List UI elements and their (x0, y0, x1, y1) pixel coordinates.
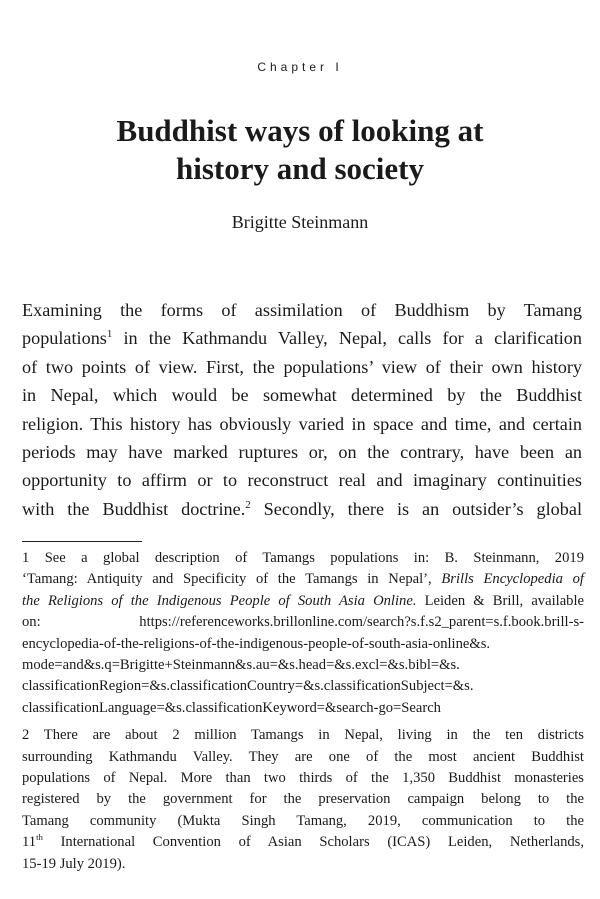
footnote-divider (22, 541, 142, 542)
body-line: in Nepal, which would be somewhat determined by the Buddhist (22, 385, 582, 406)
footnote-line: populations of Nepal. More than two thirds of the 1,350 Buddhist monasteries (22, 770, 584, 787)
footnote-line: 15-19 July 2019). (22, 855, 126, 872)
footnote-line: Tamang community (Mukta Singh Tamang, 2019, communication to the (22, 812, 584, 829)
footnote-url-line[interactable]: on: https://referenceworks.brillonline.com/search?s.f.s2_parent=s.f.book.brill-s- (22, 614, 584, 631)
body-line: of two points of view. First, the populations’ view of their own history (22, 356, 582, 377)
footnotes (22, 548, 584, 875)
footnote-line: 11th International Convention of Asian Scholars (ICAS) Leiden, Netherlands, (22, 832, 584, 851)
footnote-ref-1[interactable]: 1 (106, 328, 113, 341)
footnote-url-line[interactable]: classificationRegion=&s.classificationCountry=&s.classificationSubject=&s. (22, 678, 474, 695)
footnote-line: 2 There are about 2 million Tamangs in Nepal, living in the ten districts (22, 727, 584, 744)
footnote-url-line[interactable]: encyclopedia-of-the-religions-of-the-indigenous-people-of-south-asia-online&s. (22, 635, 491, 652)
footnote-1 (22, 548, 584, 719)
chapter-title (60, 112, 540, 188)
footnote-line: registered by the government for the preservation campaign belong to the (22, 791, 584, 808)
chapter-title-line-1: Buddhist ways of looking at (116, 113, 484, 148)
footnote-line: the Religions of the Indigenous People of South Asia Online. Leiden & Brill, available (22, 592, 584, 609)
body-paragraph (22, 296, 582, 523)
footnote-url-line[interactable]: classificationLanguage=&s.classificationKeyword=&search-go=Search (22, 699, 441, 716)
body-line: periods may have marked ruptures or, on the contrary, have been an (22, 442, 582, 463)
body-line: Examining the forms of assimilation of Buddhism by Tamang (22, 300, 582, 320)
footnote-url-line[interactable]: mode=and&s.q=Brigitte+Steinmann&s.au=&s.head=&s.excl=&s.bibl=&s. (22, 657, 460, 674)
body-line: opportunity to affirm or to reconstruct real and imaginary continuities (22, 470, 582, 491)
chapter-title-line-2: history and society (176, 151, 424, 186)
footnote-2 (22, 725, 584, 875)
body-line: populations$^1$ in the Kathmandu Valley, Nepal, calls for a clarification (22, 328, 582, 349)
footnote-line: 1 See a global description of Tamangs populations in: B. Steinmann, 2019 (22, 550, 584, 566)
body-line: with the Buddhist doctrine.$^2$ Secondly, there is an outsider’s global (22, 498, 582, 519)
footnote-line: surrounding Kathmandu Valley. They are one of the most ancient Buddhist (22, 748, 584, 765)
body-line: religion. This history has obviously varied in space and time, and certain (22, 413, 582, 434)
chapter-label: Chapter I (257, 60, 343, 74)
footnote-ref-2[interactable]: 2 (245, 498, 251, 511)
footnote-line: ‘Tamang: Antiquity and Specificity of the Tamangs in Nepal’, Brills Encyclopedia of (22, 571, 584, 588)
author-name: Brigitte Steinmann (231, 212, 369, 232)
